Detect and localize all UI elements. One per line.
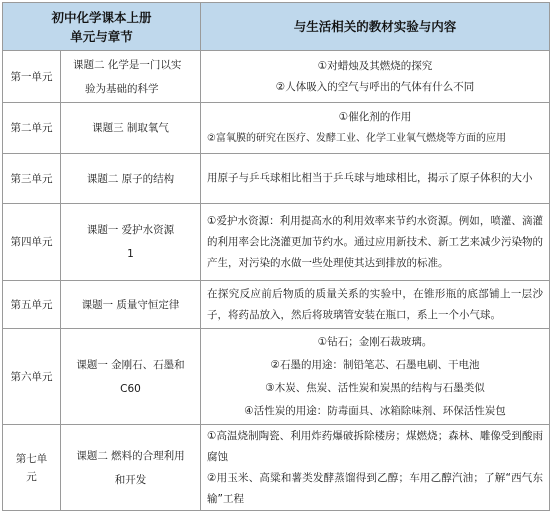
unit-label: 第五单元 xyxy=(10,298,53,311)
unit-label: 第二单元 xyxy=(10,122,53,134)
content-paragraph: ②用玉米、高粱和薯类发酵蒸馏得到乙醇；车用乙醇汽油；了解“西气东输”工程 xyxy=(207,471,544,505)
header-title: 初中化学课本上册 xyxy=(51,9,152,25)
unit-cell xyxy=(3,51,61,103)
content-cell xyxy=(201,154,550,204)
unit-cell xyxy=(3,103,61,154)
content-cell xyxy=(201,329,550,425)
chapter-cell xyxy=(61,103,201,154)
unit-cell xyxy=(3,425,61,511)
content-cell xyxy=(201,281,550,329)
unit-cell xyxy=(3,329,61,425)
chapter-cell xyxy=(61,51,201,103)
header-content xyxy=(201,3,550,51)
header-subtitle: 单元与章节 xyxy=(70,28,133,44)
content-paragraph: 在探究反应前后物质的质量关系的实验中，在锥形瓶的底部铺上一层沙子，将药品放入，然后将玻璃管安装在瓶口，系上一个小气球。 xyxy=(207,287,544,321)
header-row xyxy=(3,3,550,51)
chapter-line: 1 xyxy=(127,248,134,260)
unit-label: 第七单 xyxy=(15,452,48,465)
unit-label: 元 xyxy=(26,470,37,483)
unit-label: 第三单元 xyxy=(10,172,53,185)
content-line: ①钻石；金刚石裁玻璃。 xyxy=(317,335,433,348)
chapter-line: 课题一 金刚石、石墨和 xyxy=(76,358,185,371)
unit-label: 第一单元 xyxy=(10,70,53,83)
textbook-table xyxy=(2,2,550,511)
content-cell xyxy=(201,103,550,154)
content-cell xyxy=(201,204,550,281)
table-row xyxy=(3,204,550,281)
unit-label: 第四单元 xyxy=(10,236,53,248)
chapter-line: 课题一 爱护水资源 xyxy=(86,224,175,236)
content-paragraph: ①高温烧制陶瓷、利用炸药爆破拆除楼房；煤燃烧；森林、雕像受到酸雨腐蚀 xyxy=(207,429,544,463)
content-line: ②石墨的用途：制铅笔芯、石墨电刷、干电池 xyxy=(270,358,480,371)
content-line: ④活性炭的用途：防毒面具、冰箱除味剂、环保活性炭包 xyxy=(244,404,506,417)
table-row xyxy=(3,103,550,154)
table-row xyxy=(3,425,550,511)
chapter-line: 课题二 燃料的合理利用 xyxy=(76,449,185,462)
content-cell xyxy=(201,51,550,103)
chapter-line: 验为基础的科学 xyxy=(85,82,159,95)
table-row xyxy=(3,329,550,425)
chapter-cell xyxy=(61,281,201,329)
table-row xyxy=(3,51,550,103)
table-row xyxy=(3,154,550,204)
content-line: ①催化剂的作用 xyxy=(338,111,412,123)
chapter-cell xyxy=(61,154,201,204)
unit-cell xyxy=(3,204,61,281)
header-units-chapters xyxy=(3,3,201,51)
table-row xyxy=(3,281,550,329)
chapter-line: 课题一 质量守恒定律 xyxy=(81,298,180,311)
chapter-cell xyxy=(61,425,201,511)
chapter-cell xyxy=(61,204,201,281)
chapter-line: C60 xyxy=(120,382,141,395)
content-paragraph: ①爱护水资源：利用提高水的利用效率来节约水资源。例如，喷灌、滴灌的利用率会比浇灌更加节约水。通过应用新技术、新工艺来减少污染物的产生，对污染的水做一些处理使其达到排放的标准。 xyxy=(207,214,544,269)
unit-label: 第六单元 xyxy=(10,370,53,383)
content-line: ①对蜡烛及其燃烧的探究 xyxy=(317,59,433,72)
chapter-line: 课题二 化学是一门以实 xyxy=(73,58,182,71)
unit-cell xyxy=(3,154,61,204)
content-paragraph: 用原子与乒乓球相比相当于乒乓球与地球相比，揭示了原子体积的大小 xyxy=(207,172,533,184)
chapter-cell xyxy=(61,329,201,425)
unit-cell xyxy=(3,281,61,329)
header-content-label: 与生活相关的教材实验与内容 xyxy=(293,19,457,34)
content-cell xyxy=(201,425,550,511)
chapter-line: 课题三 制取氧气 xyxy=(92,122,169,134)
chapter-line: 课题二 原子的结构 xyxy=(86,172,175,185)
content-line: ②人体吸入的空气与呼出的气体有什么不同 xyxy=(275,80,475,93)
chapter-line: 和开发 xyxy=(114,473,147,486)
content-line: ③木炭、焦炭、活性炭和炭黑的结构与石墨类似 xyxy=(265,381,485,394)
content-line: ②富氧膜的研究在医疗、发酵工业、化学工业氧气燃烧等方面的应用 xyxy=(207,133,506,144)
